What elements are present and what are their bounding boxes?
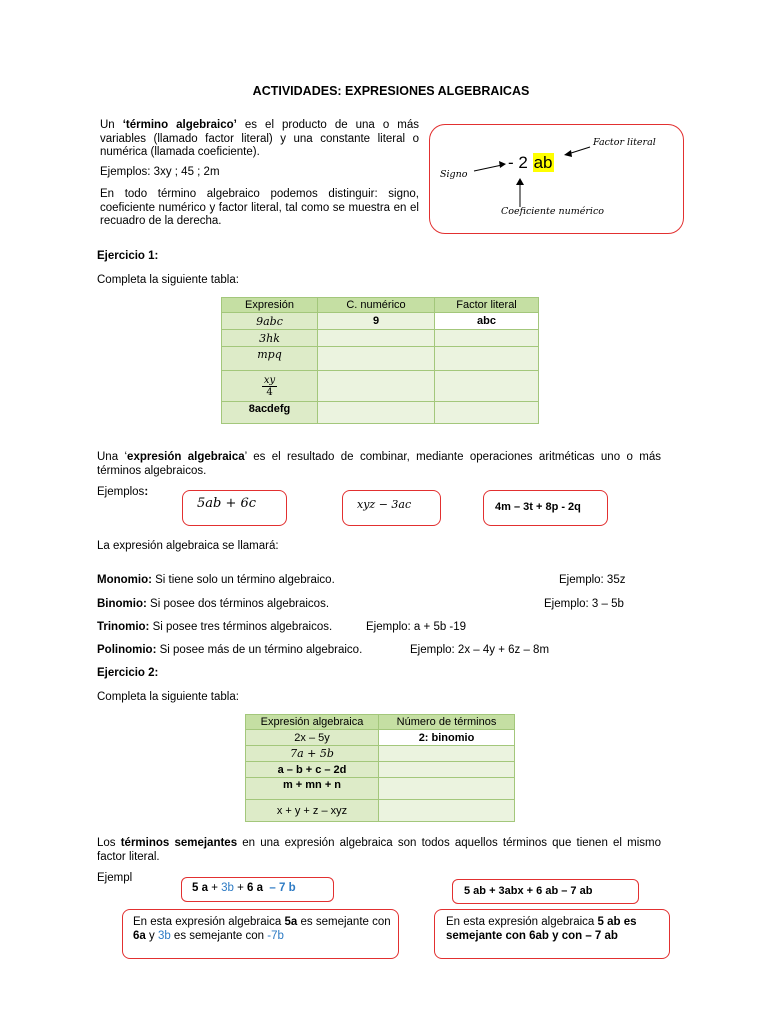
expr-examples-label: Ejemplos: — [97, 486, 149, 498]
table-header-row — [222, 298, 539, 313]
table-header-row — [246, 715, 515, 730]
naming-text: La expresión algebraica se llamará: — [97, 540, 279, 552]
cell-coef[interactable] — [318, 347, 435, 371]
diagram-coef-label: Coeficiente numérico — [501, 206, 604, 217]
cell-expr: 3hk — [222, 330, 318, 347]
cell-lit[interactable] — [435, 402, 539, 424]
ex1-heading: Ejercicio 1: — [97, 250, 159, 262]
ex1-instruction: Completa la siguiente tabla: — [97, 274, 239, 286]
header-cell: C. numérico — [318, 298, 435, 313]
type-monomio: Monomio: Si tiene solo un término algebraico. — [97, 574, 335, 586]
ex2-heading: Ejercicio 2: — [97, 667, 159, 679]
cell-expr: 7a + 5b — [246, 746, 379, 762]
cell-expr: x + y + z – xyz — [246, 800, 379, 822]
term-highlight: ‘término algebraico’ — [122, 119, 237, 131]
cell-coef[interactable]: 9 — [318, 313, 435, 330]
cell-num[interactable] — [379, 746, 515, 762]
expr-definition: Una ‘expresión algebraica’ es el resultado de combinar, mediante operaciones aritméticas uno o más términos algebraicos. — [97, 451, 661, 477]
literal-highlight: ab — [533, 153, 553, 172]
cell-lit[interactable] — [435, 330, 539, 347]
intro-paragraph-2: En todo término algebraico podemos distinguir: signo, coeficiente numérico y factor literal, tal como se muestra en el recuadro de la derecha. — [100, 188, 419, 227]
header-cell: Factor literal — [435, 298, 539, 313]
ex1-table — [221, 297, 539, 424]
similar-note-box-1: En esta expresión algebraica 5a es semejante con 6a y 3b es semejante con -7b — [122, 909, 399, 959]
table-row — [246, 730, 515, 746]
type-trinomio: Trinomio: Si posee tres términos algebraicos. — [97, 621, 333, 633]
cell-expr-fraction: xy 4 — [222, 371, 318, 402]
type-polinomio-example: Ejemplo: 2x – 4y + 6z – 8m — [410, 644, 550, 656]
type-monomio-example: Ejemplo: 35z — [559, 574, 626, 586]
cell-coef[interactable] — [318, 330, 435, 347]
header-cell: Expresión — [222, 298, 318, 313]
cell-lit[interactable] — [435, 371, 539, 402]
cell-expr: a – b + c – 2d — [246, 762, 379, 778]
expr-example-box-2: xyz − 3ac — [342, 490, 441, 526]
term-diagram-box — [429, 124, 684, 234]
intro-paragraph: Un ‘término algebraico’ es el producto de una o más variables (llamado factor literal) y una constante literal o numérica (llamada coeficiente). — [100, 119, 419, 158]
expr-example-box-1: 5ab + 6c — [182, 490, 287, 526]
table-row — [222, 313, 539, 330]
diagram-term: - 2 ab — [508, 153, 553, 172]
cell-expr: 8acdefg — [222, 402, 318, 424]
page-title: ACTIVIDADES: EXPRESIONES ALGEBRAICAS — [252, 84, 530, 98]
cell-num[interactable] — [379, 778, 515, 800]
table-row — [246, 746, 515, 762]
cell-lit[interactable] — [435, 347, 539, 371]
cell-coef[interactable] — [318, 371, 435, 402]
table-row — [246, 762, 515, 778]
cell-num[interactable] — [379, 762, 515, 778]
table-row — [222, 347, 539, 371]
ex2-table — [245, 714, 515, 822]
type-binomio-example: Ejemplo: 3 – 5b — [544, 598, 624, 610]
similar-examples-label: Ejempl — [97, 872, 133, 884]
header-cell: Expresión algebraica — [246, 715, 379, 730]
type-polinomio: Polinomio: Si posee más de un término algebraico. — [97, 644, 363, 656]
cell-expr: mpq — [222, 347, 318, 371]
similar-example-box-2: 5 ab + 3abx + 6 ab – 7 ab — [452, 879, 639, 904]
type-binomio: Binomio: Si posee dos términos algebraicos. — [97, 598, 330, 610]
similar-terms-definition: Los términos semejantes en una expresión algebraica son todos aquellos términos que tienen el mismo factor literal. — [97, 837, 661, 863]
expr-example-box-3: 4m – 3t + 8p - 2q — [483, 490, 608, 526]
cell-expr: 9abc — [222, 313, 318, 330]
cell-expr: 2x – 5y — [246, 730, 379, 746]
table-row — [246, 778, 515, 800]
type-trinomio-example: Ejemplo: a + 5b -19 — [366, 621, 467, 633]
ex2-instruction: Completa la siguiente tabla: — [97, 691, 239, 703]
table-row — [222, 402, 539, 424]
similar-example-box-1: 5 a + 3b + 6 a – 7 b — [181, 877, 334, 902]
diagram-signo-label: Signo — [440, 169, 468, 180]
header-cell: Número de términos — [379, 715, 515, 730]
table-row — [222, 371, 539, 402]
table-row — [246, 800, 515, 822]
diagram-factor-label: Factor literal — [593, 137, 656, 148]
intro-examples: Ejemplos: 3xy ; 45 ; 2m — [100, 166, 220, 178]
cell-coef[interactable] — [318, 402, 435, 424]
table-row — [222, 330, 539, 347]
cell-lit[interactable]: abc — [435, 313, 539, 330]
similar-note-box-2: En esta expresión algebraica 5 ab es semejante con 6ab y con – 7 ab — [434, 909, 670, 959]
cell-num[interactable] — [379, 800, 515, 822]
cell-num[interactable]: 2: binomio — [379, 730, 515, 746]
cell-expr: m + mn + n — [246, 778, 379, 800]
